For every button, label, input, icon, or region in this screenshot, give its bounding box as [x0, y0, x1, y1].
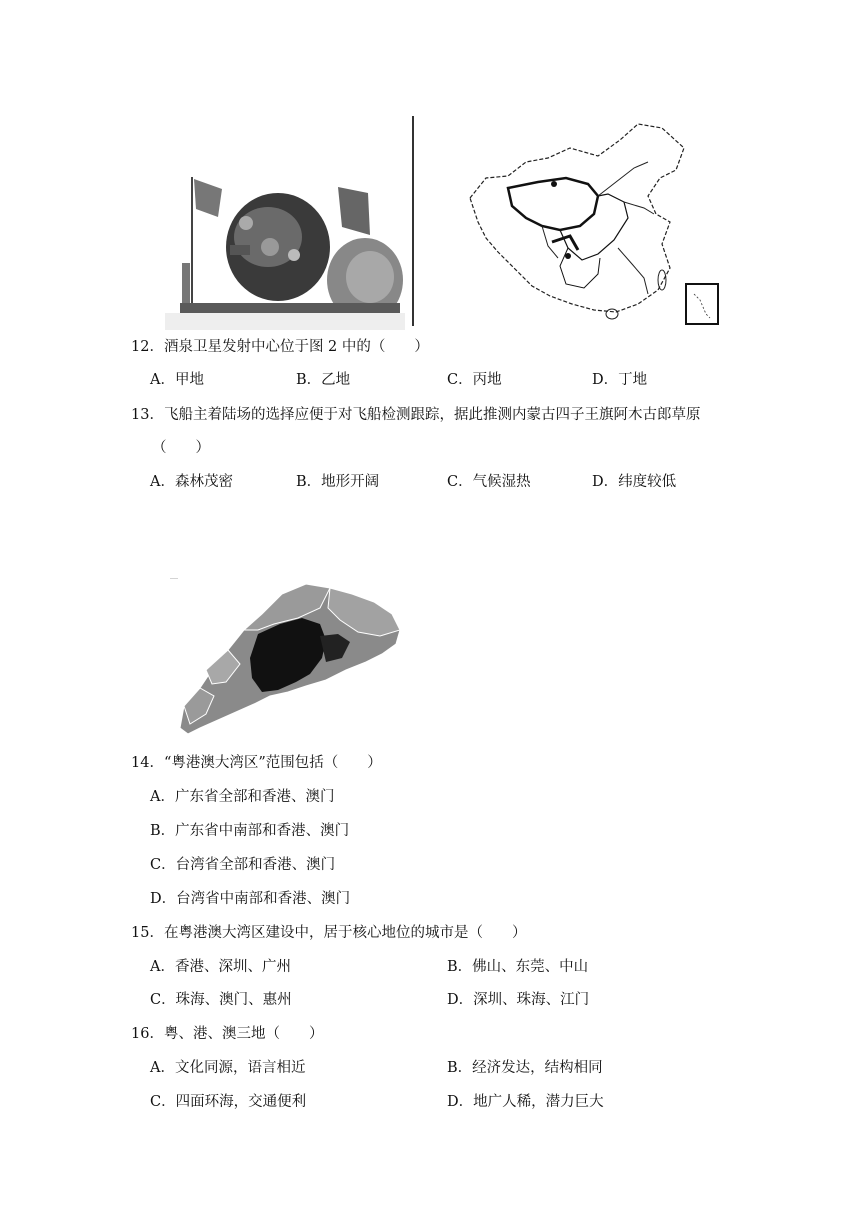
q13-stem-continued: （ ） — [152, 440, 210, 456]
q14-option-d[interactable]: D．台湾省中南部和香港、澳门 — [150, 891, 351, 907]
q15-option-d[interactable]: D．深圳、珠海、江门 — [447, 992, 590, 1008]
q12-stem: 12．酒泉卫星发射中心位于图 2 中的（ ） — [131, 339, 429, 355]
q14-option-a[interactable]: A．广东省全部和香港、澳门 — [150, 789, 335, 805]
q12-option-a[interactable]: A．甲地 — [150, 372, 204, 388]
q16-option-b[interactable]: B．经济发达，结构相同 — [447, 1060, 603, 1076]
q14-stem: 14．“粤港澳大湾区”范围包括（ ） — [131, 755, 382, 771]
q16-stem: 16．粤、港、澳三地（ ） — [131, 1026, 324, 1042]
q12-option-c[interactable]: C．丙地 — [447, 372, 502, 388]
q15-option-a[interactable]: A．香港、深圳、广州 — [150, 959, 291, 975]
q16-option-a[interactable]: A．文化同源，语言相近 — [150, 1060, 306, 1076]
q13-option-b[interactable]: B．地形开阔 — [296, 474, 380, 490]
q13-option-d[interactable]: D．纬度较低 — [592, 474, 677, 490]
q12-option-b[interactable]: B．乙地 — [296, 372, 351, 388]
q13-stem: 13．飞船主着陆场的选择应便于对飞船检测跟踪，据此推测内蒙古四子王旗阿木古郎草原 — [131, 407, 701, 423]
figure-divider — [412, 116, 414, 326]
q16-option-c[interactable]: C．四面环海，交通便利 — [150, 1094, 307, 1110]
china-map — [448, 118, 726, 328]
q13-option-a[interactable]: A．森林茂密 — [150, 474, 233, 490]
q13-option-c[interactable]: C．气候湿热 — [447, 474, 531, 490]
q16-option-d[interactable]: D．地广人稀，潜力巨大 — [447, 1094, 604, 1110]
q15-option-c[interactable]: C．珠海、澳门、惠州 — [150, 992, 292, 1008]
q14-option-c[interactable]: C．台湾省全部和香港、澳门 — [150, 857, 336, 873]
spacecraft-photo — [160, 165, 405, 330]
q14-option-b[interactable]: B．广东省中南部和香港、澳门 — [150, 823, 350, 839]
greater-bay-area-map — [170, 578, 410, 738]
q15-stem: 15．在粤港澳大湾区建设中，居于核心地位的城市是（ ） — [131, 925, 527, 941]
q12-option-d[interactable]: D．丁地 — [592, 372, 648, 388]
q15-option-b[interactable]: B．佛山、东莞、中山 — [447, 959, 589, 975]
